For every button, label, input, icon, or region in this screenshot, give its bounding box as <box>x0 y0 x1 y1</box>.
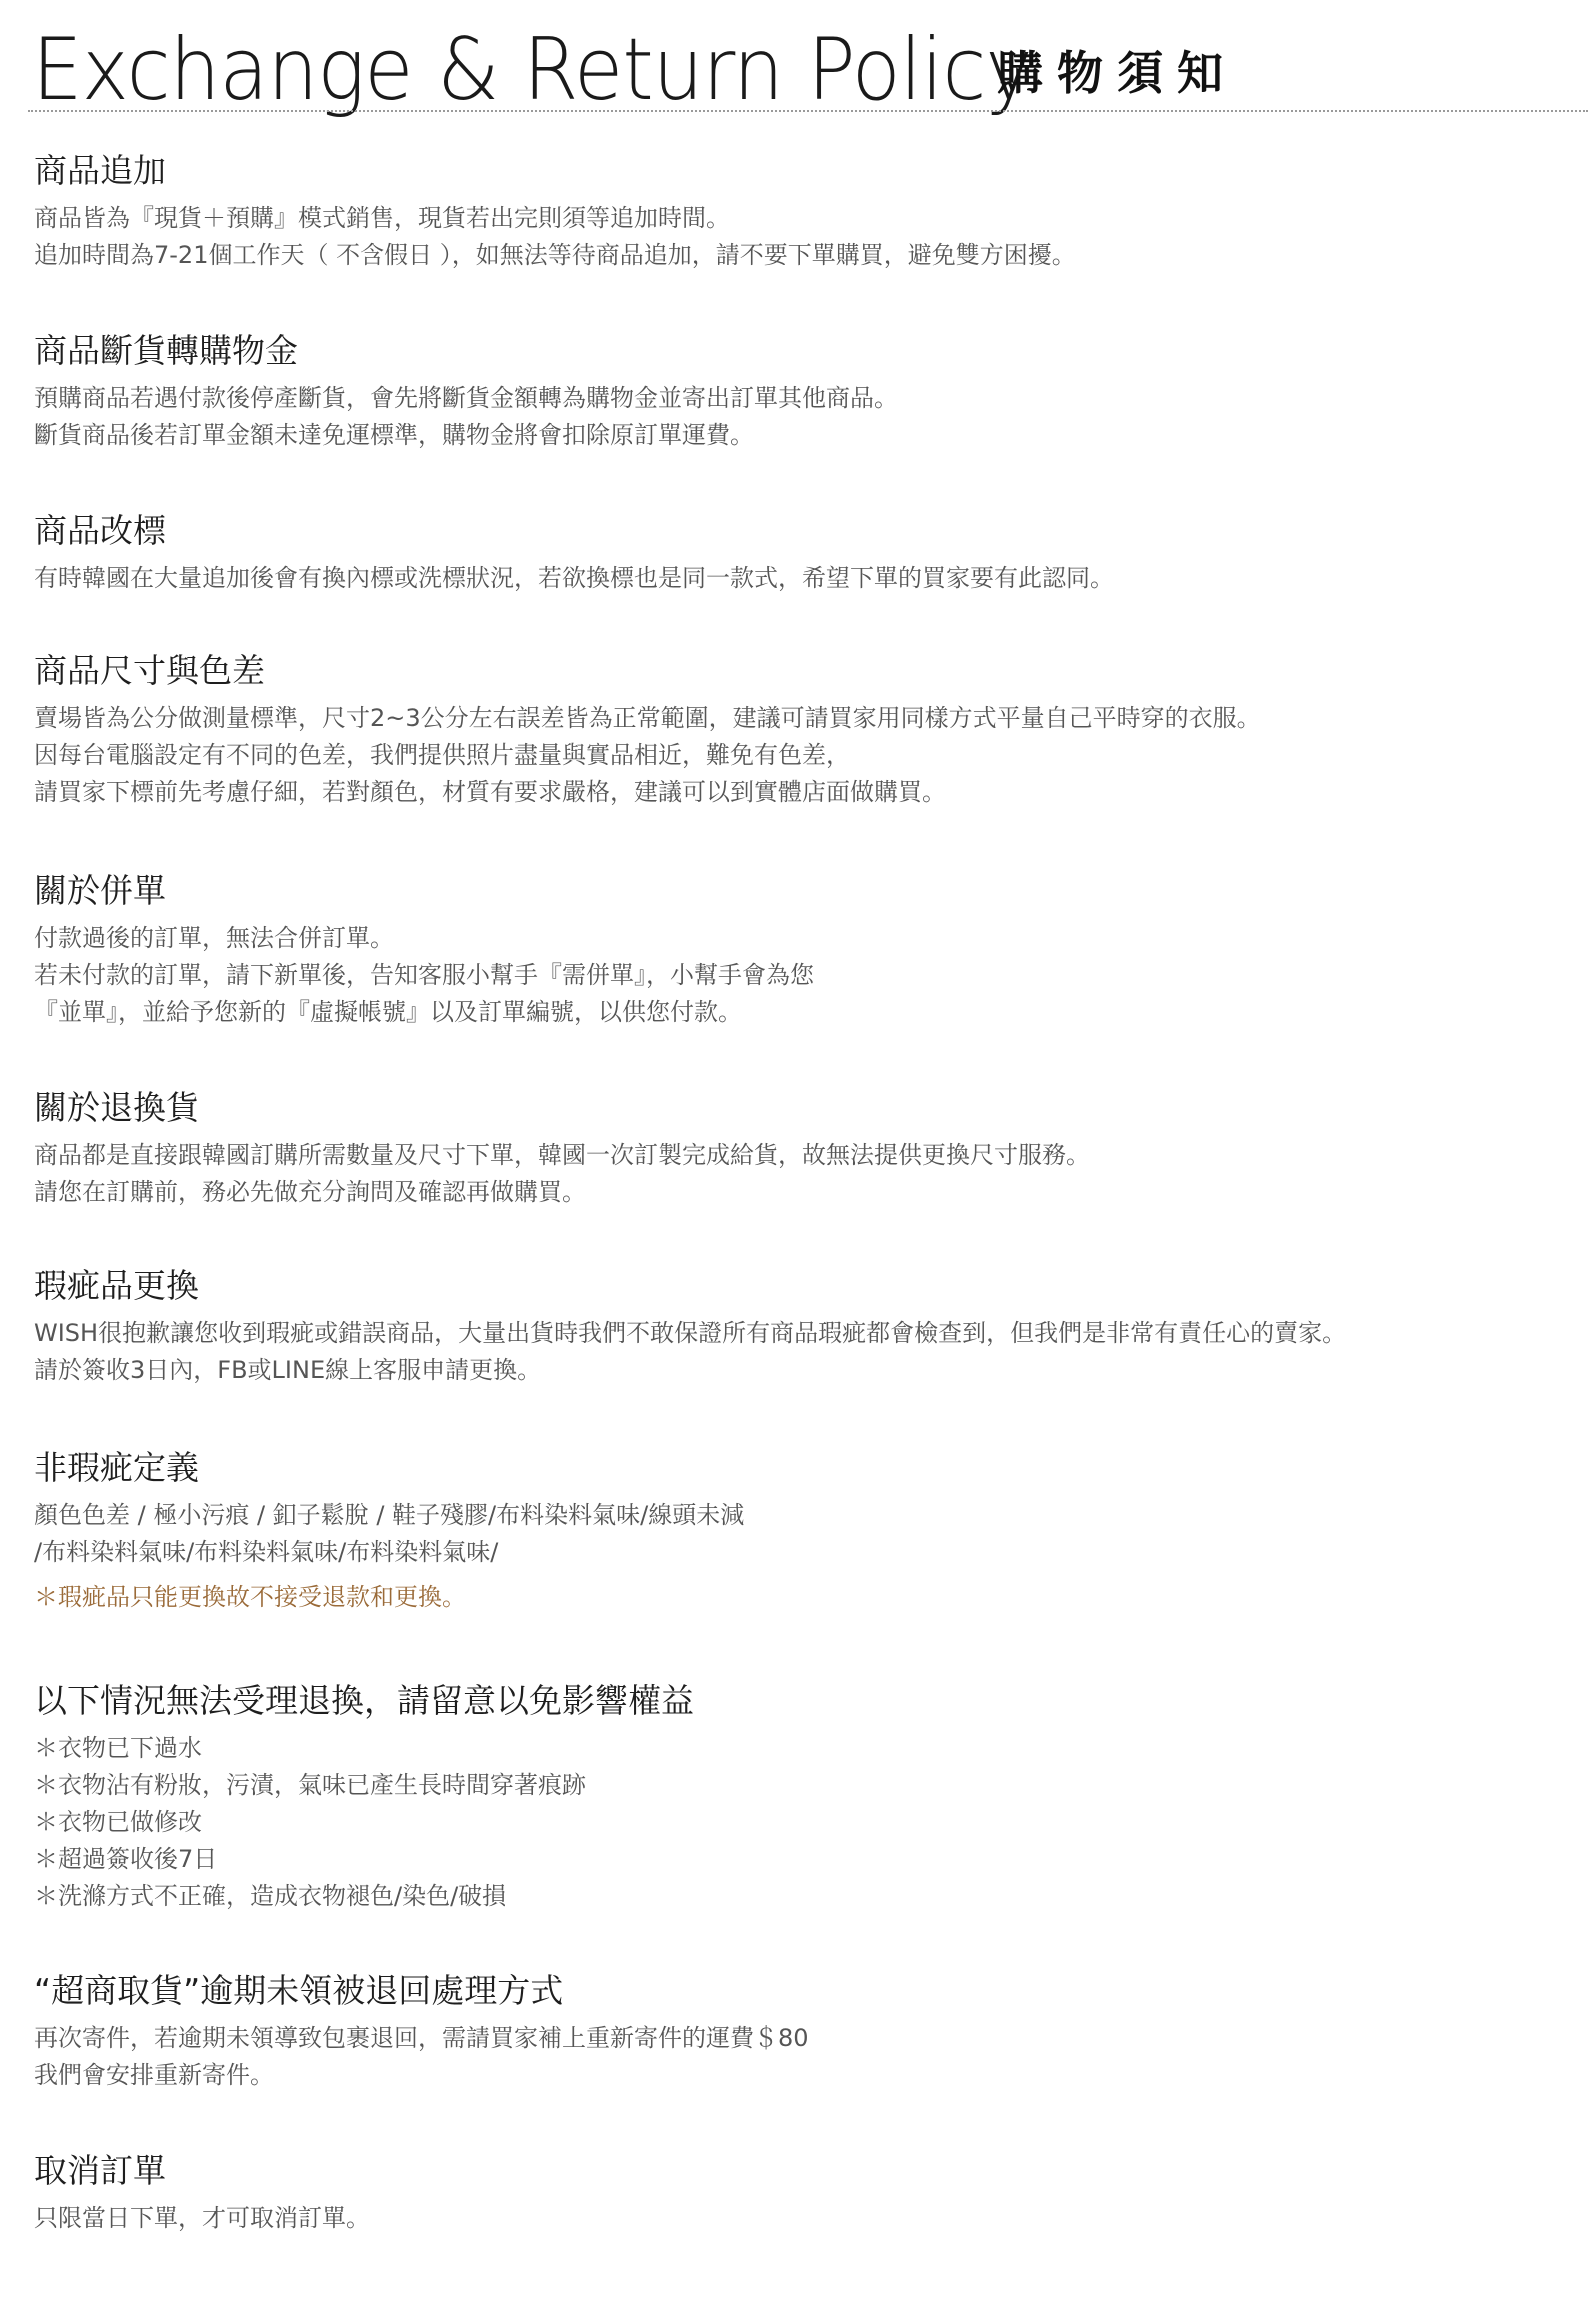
section-text-line: 請買家下標前先考慮仔細，若對顏色，材質有要求嚴格，建議可以到實體店面做購買。 <box>34 778 946 806</box>
section-text-line: ＊衣物已做修改 <box>34 1808 202 1836</box>
section-text-line: ＊洗滌方式不正確，造成衣物褪色/染色/破損 <box>34 1882 507 1910</box>
section-title: 瑕疵品更換 <box>34 1266 199 1305</box>
page-title-chinese: 購物須知 <box>997 46 1237 100</box>
section-title: 關於併單 <box>34 871 166 910</box>
section-text-line: 我們會安排重新寄件。 <box>34 2061 274 2089</box>
section-title: 以下情況無法受理退換，請留意以免影響權益 <box>34 1681 694 1720</box>
policy-section <box>34 870 814 1031</box>
section-text-line: 只限當日下單，才可取消訂單。 <box>34 2204 370 2232</box>
section-text-line: 再次寄件，若逾期未領導致包裹退回，需請買家補上重新寄件的運費＄80 <box>34 2024 809 2052</box>
section-text-line: 賣場皆為公分做測量標準，尺寸2~3公分左右誤差皆為正常範圍，建議可請買家用同樣方式平量自己平時穿的衣服。 <box>34 704 1261 732</box>
section-text-line: 預購商品若遇付款後停產斷貨，會先將斷貨金額轉為購物金並寄出訂單其他商品。 <box>34 384 898 412</box>
section-text-line: 斷貨商品後若訂單金額未達免運標準，購物金將會扣除原訂單運費。 <box>34 421 754 449</box>
policy-section <box>34 510 1114 597</box>
policy-section <box>34 1970 809 2094</box>
section-text-line: 商品皆為『現貨＋預購』模式銷售，現貨若出完則須等追加時間。 <box>34 204 730 232</box>
dotted-divider <box>28 110 1588 112</box>
section-text-line: 有時韓國在大量追加後會有換內標或洗標狀況，若欲換標也是同一款式，希望下單的買家要有此認同。 <box>34 564 1114 592</box>
policy-section <box>34 2150 370 2237</box>
section-text-line: 付款過後的訂單，無法合併訂單。 <box>34 924 394 952</box>
policy-section <box>34 1447 744 1616</box>
policy-section <box>34 150 1076 274</box>
section-text-line: ＊衣物已下過水 <box>34 1734 202 1762</box>
section-note: ＊瑕疵品只能更換故不接受退款和更換。 <box>34 1583 466 1611</box>
section-text-line: 請於簽收3日內，FB或LINE線上客服申請更換。 <box>34 1356 542 1384</box>
section-text-line: 追加時間為7-21個工作天（ 不含假日 ），如無法等待商品追加，請不要下單購買，避免雙方困擾。 <box>34 241 1076 269</box>
page-header <box>32 18 1582 120</box>
section-text-line: ＊衣物沾有粉妝，污漬，氣味已產生長時間穿著痕跡 <box>34 1771 586 1799</box>
section-title: 商品追加 <box>34 151 166 190</box>
section-text-line: 商品都是直接跟韓國訂購所需數量及尺寸下單，韓國一次訂製完成給貨，故無法提供更換尺寸服務。 <box>34 1141 1090 1169</box>
section-title: 商品尺寸與色差 <box>34 651 265 690</box>
policy-section <box>34 1265 1346 1389</box>
page-title-english: Exchange & Return Policy <box>32 20 1032 120</box>
section-text-line: 因每台電腦設定有不同的色差，我們提供照片盡量與實品相近，難免有色差， <box>34 741 850 769</box>
section-text-line: ＊超過簽收後7日 <box>34 1845 218 1873</box>
policy-section <box>34 1680 694 1915</box>
section-title: 非瑕疵定義 <box>34 1448 199 1487</box>
section-title: 取消訂單 <box>34 2151 166 2190</box>
section-text-line: 請您在訂購前，務必先做充分詢問及確認再做購買。 <box>34 1178 586 1206</box>
section-text-line: 『並單』，並給予您新的『虛擬帳號』以及訂單編號，以供您付款。 <box>34 998 742 1026</box>
policy-section <box>34 330 898 454</box>
policy-section <box>34 650 1261 811</box>
section-title: 商品改標 <box>34 511 166 550</box>
policy-section <box>34 1087 1090 1211</box>
section-text-line: WISH很抱歉讓您收到瑕疵或錯誤商品，大量出貨時我們不敢保證所有商品瑕疵都會檢查到，但我們是非常有責任心的賣家。 <box>34 1319 1347 1347</box>
section-title: “超商取貨”逾期未領被退回處理方式 <box>34 1971 564 2010</box>
section-title: 商品斷貨轉購物金 <box>34 331 298 370</box>
section-text-line: 若未付款的訂單，請下新單後，告知客服小幫手『需併單』，小幫手會為您 <box>34 961 814 989</box>
section-text-line: 顏色色差 / 極小污痕 / 釦子鬆脫 / 鞋子殘膠/布料染料氣味/線頭未減 <box>34 1501 745 1529</box>
section-text-line: /布料染料氣味/布料染料氣味/布料染料氣味/ <box>34 1538 499 1566</box>
section-title: 關於退換貨 <box>34 1088 199 1127</box>
